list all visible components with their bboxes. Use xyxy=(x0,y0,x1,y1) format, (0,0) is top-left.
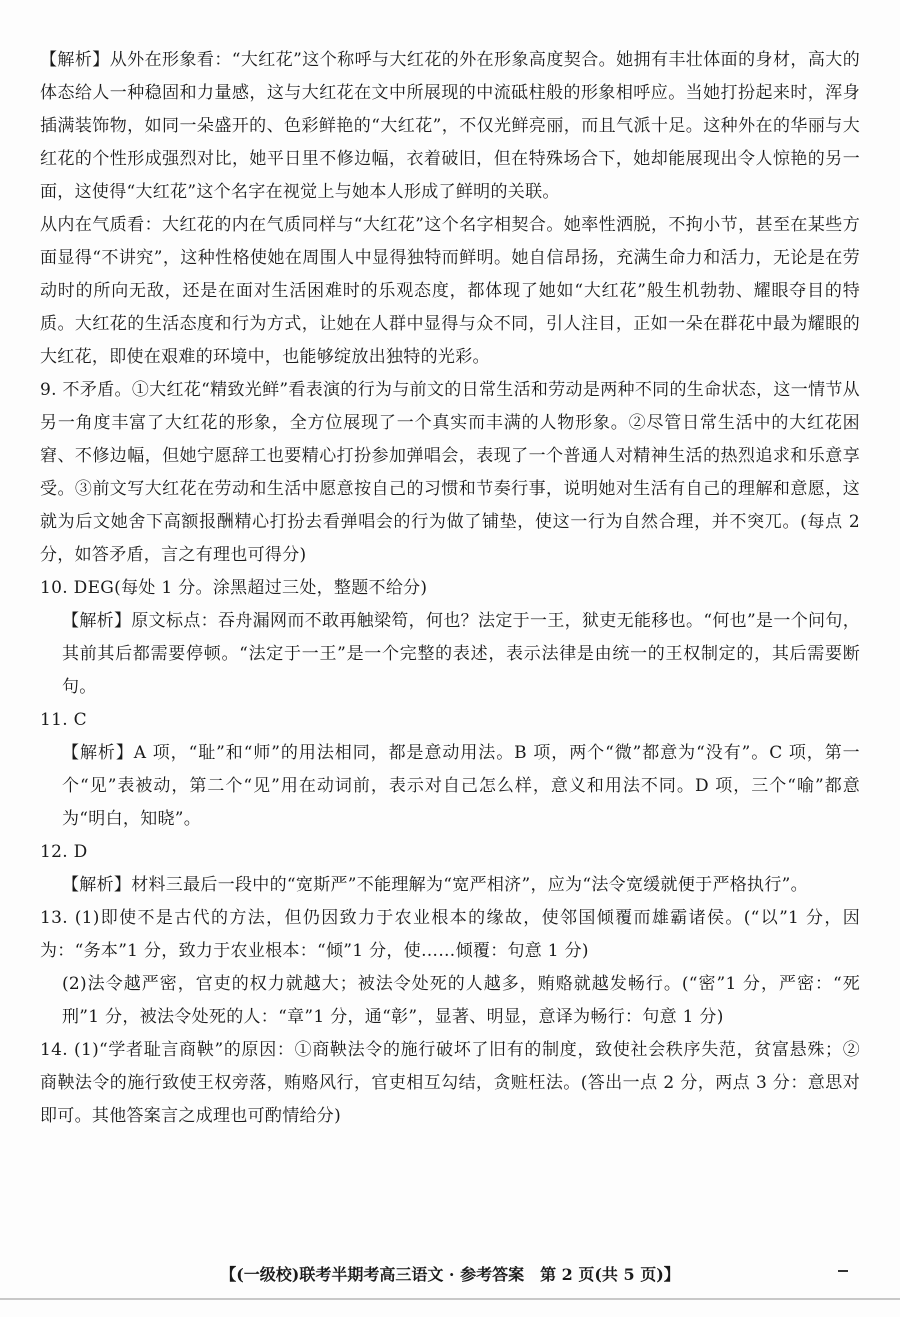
analysis-item-11: 【解析】A 项，“耻”和“师”的用法相同，都是意动用法。B 项，两个“微”都意为“没有”。C 项，第一个“见”表被动，第二个“见”用在动词前，表示对自己怎么样，意义和用法不同。D 项，三个“喻”都意为“明白，知晓”。 xyxy=(62,743,860,829)
analysis-paragraph-appearance: 【解析】从外在形象看：“大红花”这个称呼与大红花的外在形象高度契合。她拥有丰壮体面的身材，高大的体态给人一种稳固和力量感，这与大红花在文中所展现的中流砥柱般的形象相呼应。当她打扮起来时，浑身插满装饰物，如同一朵盛开的、色彩鲜艳的“大红花”，不仅光鲜亮丽，而且气派十足。这种外在的华丽与大红花的个性形成强烈对比，她平日里不修边幅，衣着破旧，但在特殊场合下，她却能展现出令人惊艳的另一面，这使得“大红花”这个名字在视觉上与她本人形成了鲜明的关联。 xyxy=(40,50,860,202)
page-footer: 【(一级校)联考半期考高三语文 · 参考答案 第 2 页(共 5 页)】 xyxy=(220,1265,680,1284)
analysis-item-12: 【解析】材料三最后一段中的“宽斯严”不能理解为“宽严相济”，应为“法令宽缓就便于严格执行”。 xyxy=(62,875,808,895)
answer-item-13-part-1: 13. (1)即使不是古代的方法，但仍因致力于农业根本的缘故，使邻国倾覆而雄霸诸侯。(“以”1 分，因为：“务本”1 分，致力于农业根本：“倾”1 分，使……倾覆：句意 1 分) xyxy=(40,908,860,961)
analysis-item-10: 【解析】原文标点：吞舟漏网而不敢再触梁笱，何也？法定于一王，狱吏无能移也。“何也”是一个问句，其前其后都需要停顿。“法定于一王”是一个完整的表述，表示法律是由统一的王权制定的，其后需要断句。 xyxy=(62,611,860,697)
answer-item-13-part-2: (2)法令越严密，官吏的权力就越大；被法令处死的人越多，贿赂就越发畅行。(“密”1 分，严密：“死刑”1 分，被法令处死的人：“章”1 分，通“彰”，显著、明显，意译为畅行：句意 1 分) xyxy=(62,974,860,1027)
footer-dash xyxy=(838,1270,848,1272)
answer-item-9: 9. 不矛盾。①大红花“精致光鲜”看表演的行为与前文的日常生活和劳动是两种不同的生命状态，这一情节从另一角度丰富了大红花的形象，全方位展现了一个真实而丰满的人物形象。②尽管日常生活中的大红花困窘、不修边幅，但她宁愿辞工也要精心打扮参加弹唱会，表现了一个普通人对精神生活的热烈追求和乐意享受。③前文写大红花在劳动和生活中愿意按自己的习惯和节奏行事，说明她对生活有自己的理解和意愿，这就为后文她舍下高额报酬精心打扮去看弹唱会的行为做了铺垫，使这一行为自然合理，并不突兀。(每点 2 分，如答矛盾，言之有理也可得分) xyxy=(40,380,860,565)
page-bottom-divider xyxy=(0,1298,900,1300)
answer-item-14-part-1: 14. (1)“学者耻言商鞅”的原因：①商鞅法令的施行破坏了旧有的制度，致使社会秩序失范，贫富悬殊；②商鞅法令的施行致使王权旁落，贿赂风行，官吏相互勾结，贪赃枉法。(答出一点 2 分，两点 3 分：意思对即可。其他答案言之成理也可酌情给分) xyxy=(40,1040,860,1126)
analysis-paragraph-temperament: 从内在气质看：大红花的内在气质同样与“大红花”这个名字相契合。她率性洒脱，不拘小节，甚至在某些方面显得“不讲究”，这种性格使她在周围人中显得独特而鲜明。她自信昂扬，充满生命力和活力，无论是在劳动时的所向无敌，还是在面对生活困难时的乐观态度，都体现了她如“大红花”般生机勃勃、耀眼夺目的特质。大红花的生活态度和行为方式，让她在人群中显得与众不同，引人注目，正如一朵在群花中最为耀眼的大红花，即使在艰难的环境中，也能够绽放出独特的光彩。 xyxy=(40,215,860,367)
answer-item-12: 12. D xyxy=(40,842,88,862)
answer-item-10: 10. DEG(每处 1 分。涂黑超过三处，整题不给分) xyxy=(40,578,428,598)
answer-content xyxy=(40,44,860,1133)
answer-item-11: 11. C xyxy=(40,710,87,730)
